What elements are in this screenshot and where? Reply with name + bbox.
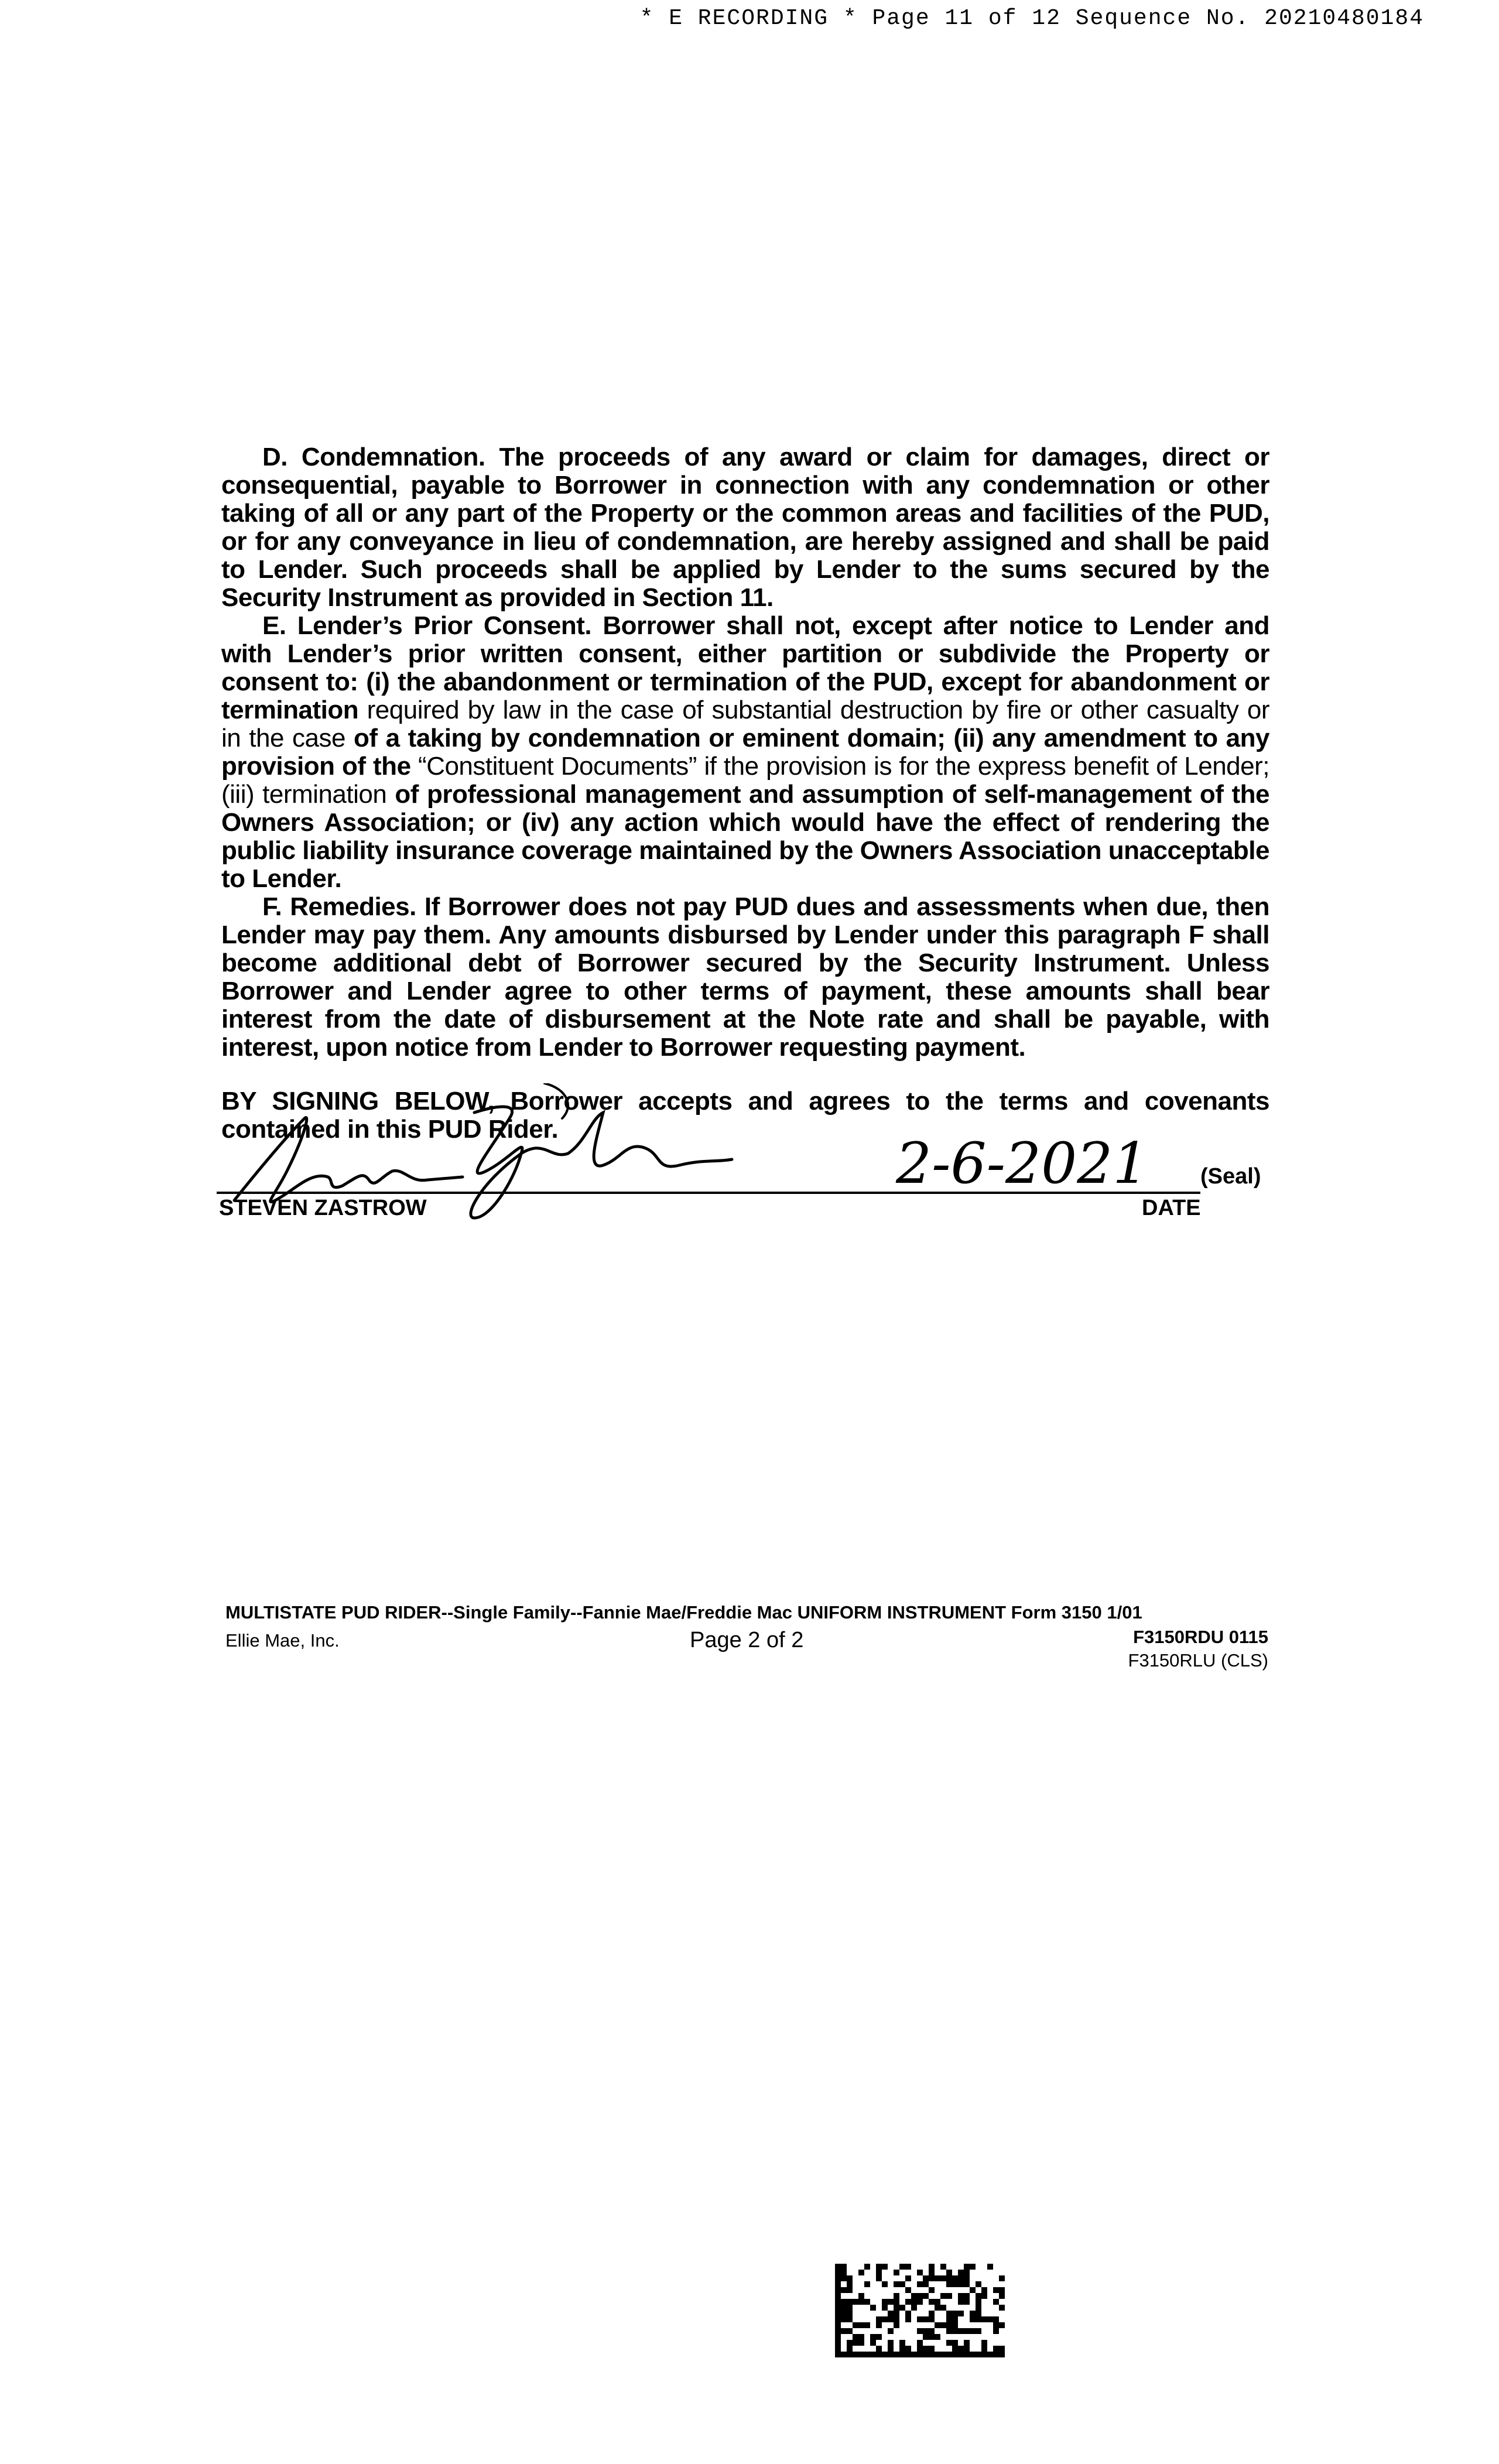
footer-company: Ellie Mae, Inc. (225, 1630, 340, 1651)
recording-header: * E RECORDING * Page 11 of 12 Sequence No. 20210480184 (639, 6, 1424, 31)
section-e-text-3: of a taking by condemnation or eminent domain; (ii) any amendment to any provision of the (221, 724, 1270, 781)
section-d-text: The proceeds of any award or claim for damages, direct or consequential, payable to Borrower in connection with any condemnation or other taking of all or any part of the Property or the common areas and facilities of the PUD, or for any conveyance in lieu of condemnation, are hereby assigned and shall be paid to Lender. Such proceeds shall be applied by Lender to the sums secured by the Security Instrument as provided in Section 11. (221, 443, 1269, 612)
section-e-heading: E. Lender’s Prior Consent. (262, 611, 592, 640)
section-e (221, 612, 1269, 893)
section-f-heading: F. Remedies. (262, 892, 416, 921)
signature-block (217, 1089, 1271, 1241)
signing-lead: BY SIGNING BELOW, (221, 1087, 495, 1115)
barcode-icon (835, 2264, 1005, 2357)
section-e-text-1: Borrower shall not, except after notice to Lender and with Lender’s prior written consent, either partition or subdivide the Property or consent to: (i) the abandonment or termination of the PUD, except for abandonment or termination (221, 611, 1269, 724)
footer-form-code-2: F3150RLU (CLS) (1128, 1650, 1268, 1671)
section-e-text-5: of professional management and assumption of self-management of the Owners Association; or (iv) any action which would have the effect of rendering the public liability insurance coverage maintained by the Owners Association unacceptable to Lender. (221, 780, 1270, 893)
date-label: DATE (1142, 1196, 1201, 1220)
section-d (221, 443, 1269, 612)
footer-page-number: Page 2 of 2 (690, 1628, 804, 1652)
section-e-text-2: required by law in the case of substantial destruction by fire or other casualty or in the case (221, 696, 1269, 752)
section-d-heading: D. Condemnation. (262, 443, 485, 471)
seal-label: (Seal) (1200, 1164, 1261, 1189)
handwritten-date (890, 1130, 1195, 1200)
signing-text: Borrower accepts and agrees to the terms and covenants contained in this PUD Rider. (221, 1087, 1269, 1144)
section-f-text: If Borrower does not pay PUD dues and assessments when due, then Lender may pay them. Any amounts disbursed by Lender under this paragraph F shall become additional debt of Borrower secured by the Security Instrument. Unless Borrower and Lender agree to other terms of payment, these amounts shall bear interest from the date of disbursement at the Note rate and shall be payable, with interest, upon notice from Lender to Borrower requesting payment. (221, 892, 1269, 1062)
section-f (221, 893, 1269, 1062)
footer-form-code-1: F3150RDU 0115 (1133, 1627, 1268, 1647)
handwritten-date-text: 2-6-2021 (896, 1131, 1149, 1196)
section-e-text-4: “Constituent Documents” if the provision is for the express benefit of Lender; (iii) termination (221, 752, 1269, 809)
borrower-name: STEVEN ZASTROW (219, 1196, 427, 1220)
footer-form-line: MULTISTATE PUD RIDER--Single Family--Fannie Mae/Freddie Mac UNIFORM INSTRUMENT Form 3150 1/01 (225, 1602, 1142, 1623)
rider-body (221, 443, 1269, 1144)
